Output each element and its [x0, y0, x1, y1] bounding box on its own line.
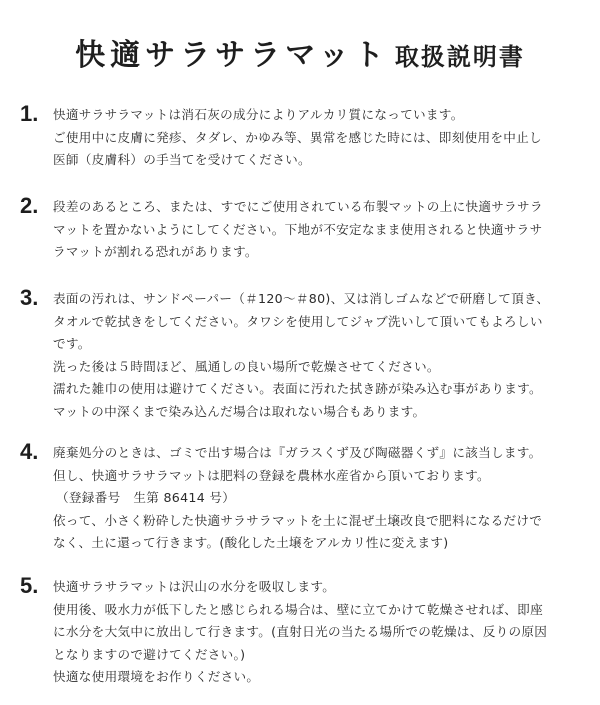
item-line: です。: [53, 336, 91, 351]
item-line: マットの中深くまで染み込んだ場合は取れない場合もあります。: [53, 403, 426, 419]
item-line: 快適な使用環境をお作りください。: [53, 669, 260, 684]
item-line: 廃棄処分のときは、ゴミで出す場合は『ガラスくず及び陶磁器くず』に該当します。: [53, 445, 542, 460]
item-text: [53, 576, 573, 689]
item-text: [53, 288, 573, 423]
item-line: 医師（皮膚科）の手当てを受けてください。: [53, 152, 311, 167]
item-line: 濡れた雑巾の使用は避けてください。表面に汚れた拭き跡が染み込む事があります。: [53, 381, 542, 396]
item-number: 1.: [20, 101, 39, 126]
item-line: 使用後、吸水力が低下したと感じられる場合は、壁に立てかけて乾燥させれば、即座: [53, 601, 543, 617]
item-number: 2.: [20, 193, 39, 218]
item-line: ラマットが割れる恐れがあります。: [53, 244, 258, 259]
item-number: 5.: [20, 573, 39, 598]
item-line: （登録番号 生第 86414 号）: [56, 490, 236, 505]
item-line: タオルで乾拭きをしてください。タワシを使用してジャブ洗いして頂いてもよろしい: [53, 313, 543, 329]
item-line: ご使用中に皮膚に発疹、タダレ、かゆみ等、異常を感じた時には、即刻使用を中止し: [53, 129, 542, 145]
item-line: マットを置かないようにしてください。下地が不安定なまま使用されると快適サラサ: [53, 221, 543, 237]
item-text: [53, 442, 573, 555]
title-main: 快適サラサラマット: [75, 38, 389, 73]
item-line: となりますので避けてください。): [53, 646, 246, 662]
item-line: 快適サラサラマットは消石灰の成分によりアルカリ質になっています。: [53, 107, 464, 122]
document-title: [0, 30, 600, 74]
item-line: 洗った後は５時間ほど、風通しの良い場所で乾燥させてください。: [53, 358, 440, 374]
item-number: 3.: [20, 285, 39, 310]
item-line: に水分を大気中に放出して行きます。(直射日光の当たる場所での乾燥は、反りの原因: [53, 624, 548, 639]
item-line: 表面の汚れは、サンドペーパー（＃120～＃80)、又は消しゴムなどで研磨して頂き、: [53, 291, 550, 306]
item-line: 但し、快適サラサラマットは肥料の登録を農林水産省から頂いております。: [53, 467, 490, 483]
item-line: 依って、小さく粉砕した快適サラサラマットを土に混ぜ土壌改良で肥料になるだけで: [53, 512, 543, 528]
item-text: [53, 196, 573, 264]
item-number: 4.: [20, 439, 39, 464]
item-line: 快適サラサラマットは沢山の水分を吸収します。: [53, 579, 336, 594]
item-text: [53, 104, 573, 172]
item-line: なく、土に還って行きます。(酸化した土壌をアルカリ性に変えます): [53, 535, 449, 550]
title-sub: 取扱説明書: [394, 43, 525, 71]
item-line: 段差のあるところ、または、すでにご使用されている布製マットの上に快適サラサラ: [53, 199, 543, 214]
